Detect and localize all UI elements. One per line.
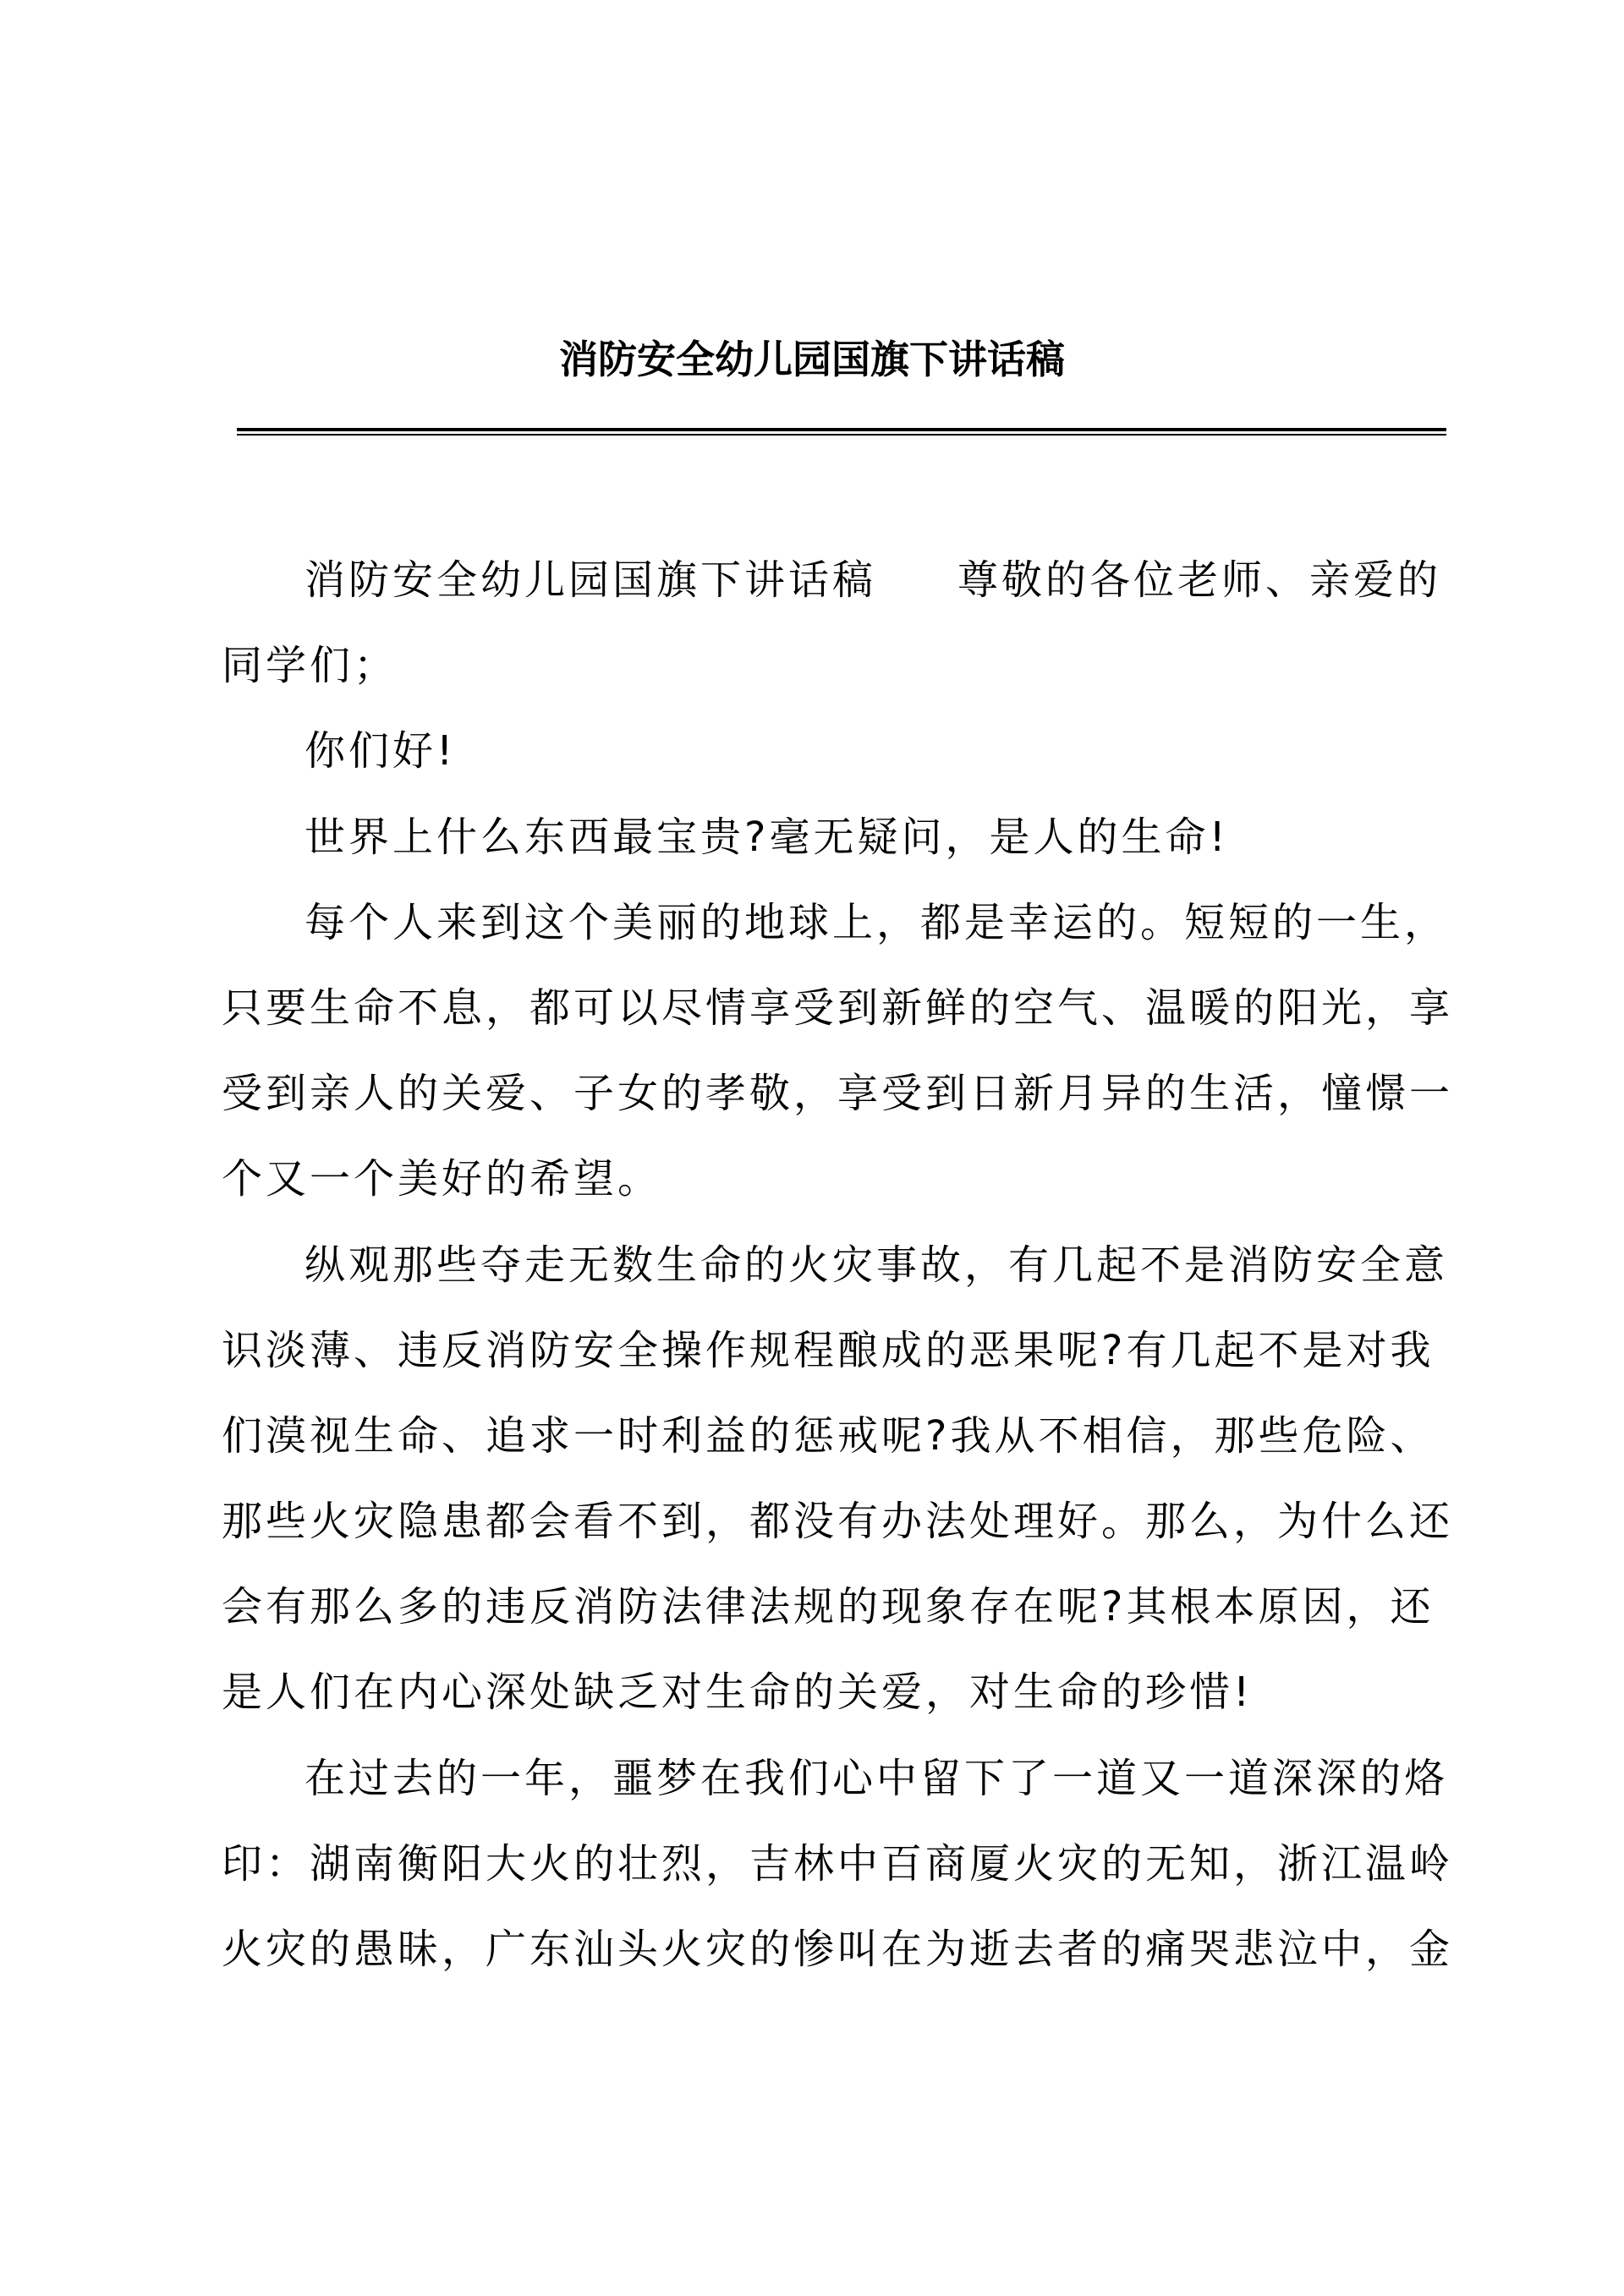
paragraph-5-line-2: 识淡薄、违反消防安全操作规程酿成的恶果呢?有几起不是对我 (222, 1326, 1435, 1374)
document-body (222, 538, 1454, 1992)
paragraph-5-line-1: 纵观那些夺走无数生命的火灾事故，有几起不是消防安全意 (304, 1241, 1449, 1289)
rule-thick-line (237, 428, 1446, 431)
paragraph-5-line-4: 那些火灾隐患都会看不到，都没有办法处理好。那么，为什么还 (222, 1498, 1454, 1546)
salutation-text: 尊敬的各位老师、亲爱的 (957, 556, 1442, 604)
paragraph-6-line-3: 火灾的愚昧，广东汕头火灾的惨叫在为逝去者的痛哭悲泣中，金 (222, 1926, 1454, 1973)
paragraph-1-heading-repeat: 消防安全幼儿园国旗下讲话稿 (304, 556, 877, 604)
paragraph-5-line-5: 会有那么多的违反消防法律法规的现象存在呢?其根本原因，还 (222, 1583, 1435, 1631)
paragraph-1-line-1 (222, 538, 1440, 623)
rule-thin-line (237, 434, 1446, 436)
paragraph-5-line-3: 们漠视生命、追求一时利益的惩戒呢?我从不相信，那些危险、 (222, 1411, 1435, 1460)
paragraph-4-line-4: 个又一个美好的希望。 (222, 1155, 662, 1203)
paragraph-5-line-6: 是人们在内心深处缺乏对生命的关爱，对生命的珍惜! (222, 1669, 1254, 1717)
paragraph-3-line-1: 世界上什么东西最宝贵?毫无疑问，是人的生命! (304, 813, 1229, 861)
paragraph-6-line-2: 印：湖南衡阳大火的壮烈，吉林中百商厦火灾的无知，浙江温岭 (222, 1839, 1454, 1888)
paragraph-4-line-2: 只要生命不息，都可以尽情享受到新鲜的空气、温暖的阳光，享 (222, 984, 1454, 1032)
paragraph-1-line-2: 同学们； (222, 642, 398, 690)
paragraph-4-line-3: 受到亲人的关爱、子女的孝敬，享受到日新月异的生活，憧憬一 (222, 1070, 1454, 1118)
paragraph-4-line-1: 每个人来到这个美丽的地球上，都是幸运的。短短的一生， (304, 898, 1449, 946)
paragraph-2-line-1: 你们好! (304, 727, 457, 775)
document-title: 消防安全幼儿园国旗下讲话稿 (559, 337, 1065, 382)
paragraph-6-line-1: 在过去的一年，噩梦在我们心中留下了一道又一道深深的烙 (304, 1754, 1449, 1802)
title-double-rule (237, 428, 1446, 436)
